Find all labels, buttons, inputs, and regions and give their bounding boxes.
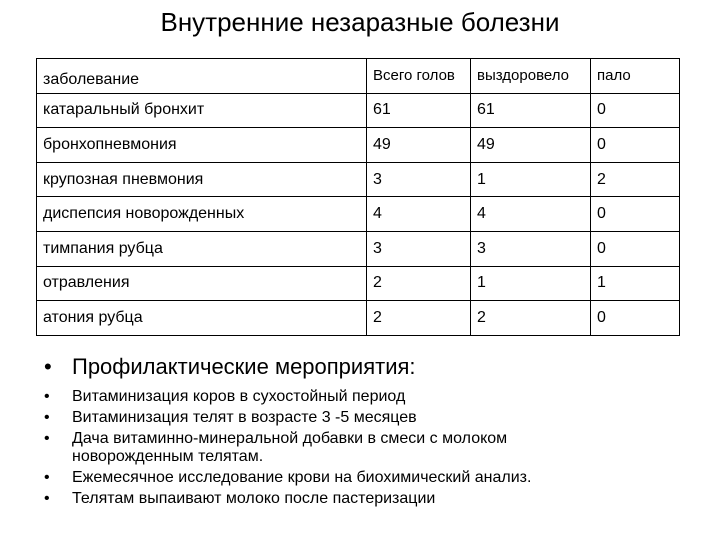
table-row xyxy=(37,197,680,232)
list-item-text: Витаминизация телят в возрасте 3 -5 месяцев xyxy=(72,409,417,426)
bullet-icon: • xyxy=(44,490,50,507)
bullet-icon: • xyxy=(44,388,50,405)
table-row xyxy=(37,266,680,301)
header-disease: заболевание xyxy=(37,59,367,94)
table-header-row xyxy=(37,59,680,94)
prevention-list xyxy=(44,388,684,511)
cell-recovered: 2 xyxy=(471,301,591,336)
cell-total: 49 xyxy=(367,128,471,163)
cell-disease: бронхопневмония xyxy=(37,128,367,163)
page-title: Внутренние незаразные болезни xyxy=(160,7,560,37)
list-item-text: Витаминизация коров в сухостойный период xyxy=(72,388,406,405)
cell-disease: атония рубца xyxy=(37,301,367,336)
cell-disease: отравления xyxy=(37,266,367,301)
cell-died: 0 xyxy=(591,301,680,336)
cell-total: 2 xyxy=(367,301,471,336)
header-total: Всего голов xyxy=(367,59,471,94)
header-died: пало xyxy=(591,59,680,94)
list-item-text: Телятам выпаивают молоко после пастеризации xyxy=(72,490,436,507)
table-row xyxy=(37,162,680,197)
cell-died: 1 xyxy=(591,266,680,301)
cell-total: 2 xyxy=(367,266,471,301)
cell-total: 61 xyxy=(367,93,471,128)
table-row xyxy=(37,301,680,336)
list-item-text: Ежемесячное исследование крови на биохимический анализ. xyxy=(72,469,532,486)
cell-died: 0 xyxy=(591,128,680,163)
cell-recovered: 3 xyxy=(471,231,591,266)
cell-total: 3 xyxy=(367,231,471,266)
prevention-heading xyxy=(44,353,416,381)
header-recovered: выздоровело xyxy=(471,59,591,94)
bullet-icon: • xyxy=(44,354,52,379)
cell-total: 4 xyxy=(367,197,471,232)
cell-disease: тимпания рубца xyxy=(37,231,367,266)
cell-died: 0 xyxy=(591,197,680,232)
list-item xyxy=(44,490,684,508)
cell-total: 3 xyxy=(367,162,471,197)
cell-recovered: 61 xyxy=(471,93,591,128)
table-row xyxy=(37,128,680,163)
table-row xyxy=(37,231,680,266)
list-item xyxy=(44,409,684,427)
bullet-icon: • xyxy=(44,469,50,486)
cell-disease: катаральный бронхит xyxy=(37,93,367,128)
cell-recovered: 1 xyxy=(471,162,591,197)
list-item xyxy=(44,430,684,466)
cell-recovered: 1 xyxy=(471,266,591,301)
cell-disease: крупозная пневмония xyxy=(37,162,367,197)
cell-died: 2 xyxy=(591,162,680,197)
bullet-icon: • xyxy=(44,409,50,426)
cell-recovered: 49 xyxy=(471,128,591,163)
table-row xyxy=(37,93,680,128)
list-item xyxy=(44,469,684,487)
disease-table xyxy=(36,58,680,336)
list-item xyxy=(44,388,684,406)
bullet-icon: • xyxy=(44,430,50,447)
prevention-heading-text: Профилактические мероприятия: xyxy=(72,354,416,379)
cell-died: 0 xyxy=(591,231,680,266)
cell-died: 0 xyxy=(591,93,680,128)
list-item-text: Дача витаминно-минеральной добавки в смеси с молоком новорожденным телятам. xyxy=(72,430,508,465)
cell-recovered: 4 xyxy=(471,197,591,232)
cell-disease: диспепсия новорожденных xyxy=(37,197,367,232)
